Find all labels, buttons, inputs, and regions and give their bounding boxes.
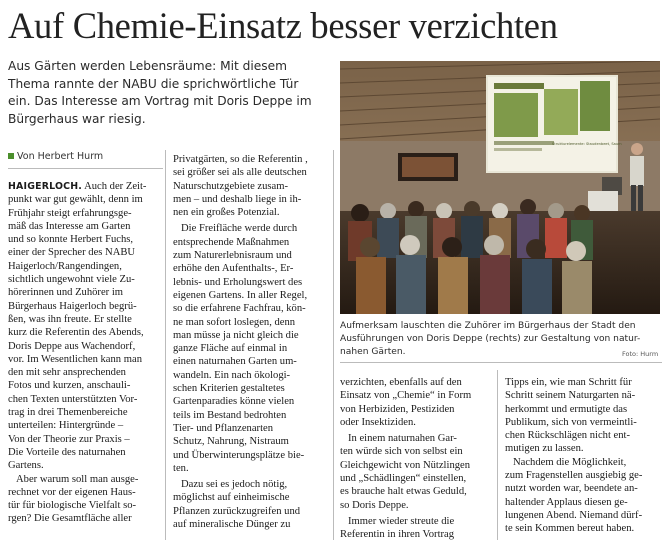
deck-line: Bürgerhaus war riesig.: [8, 111, 146, 126]
text-line: wandeln. Ein nach ökologi-: [173, 369, 291, 381]
text-line: mäß das Interesse am Garten: [8, 220, 131, 232]
deck-line: Aus Gärten werden Lebensräume: Mit diesem: [8, 59, 288, 73]
byline-divider: [8, 168, 163, 169]
text-line: und so konnte Herbert Fuchs,: [8, 234, 134, 246]
article-column-2: [173, 153, 331, 531]
article-column-1: [8, 180, 162, 526]
column-divider: [333, 150, 334, 540]
text-line: Referentin in ihren Vortrag: [340, 529, 455, 541]
text-line: haltender Applaus diesen ge-: [505, 496, 628, 508]
text-line: tür für biologische Vielfalt so-: [8, 500, 137, 512]
text-line: Nachdem die Möglichkeit,: [513, 456, 627, 468]
square-bullet-icon: [8, 153, 14, 159]
caption-line: nahen Gärten.: [340, 346, 406, 357]
text-line: Gleichgewicht von Nützlingen: [340, 459, 471, 471]
text-line: Frühjahr steigt erfahrungsge-: [8, 207, 132, 219]
text-line: Schutz, Nahrung, Nistraum: [173, 436, 289, 448]
text-line: Privatgärten, so die Referentin ,: [173, 154, 308, 165]
photo-credit: Foto: Hurm: [622, 350, 659, 358]
article-column-4: [505, 376, 662, 536]
text-line: Doris Deppe aus Wachendorf,: [8, 340, 136, 352]
text-line: so Doris Deppe.: [340, 499, 409, 511]
caption-divider: [340, 362, 662, 363]
text-line: auf mineralische Dünger zu: [173, 519, 291, 531]
text-line: rechnet vor der eigenen Haus-: [8, 486, 136, 498]
text-line: Auch der Zeit-: [82, 181, 147, 192]
text-line: lungenen Abend. Niemand dürf-: [505, 509, 643, 521]
text-line: Naturschutzgebiete zusam-: [173, 180, 289, 192]
text-line: Einsatz von „Chemie“ in Form: [340, 390, 472, 402]
text-line: Aber warum soll man ausge-: [16, 473, 139, 485]
text-line: erhöhe den Aufenthalts-, Er-: [173, 263, 294, 275]
text-line: lebnis- und Erholungswert des: [173, 276, 303, 288]
text-line: entsprechende Maßnahmen: [173, 236, 290, 248]
text-line: zum Fragenstellen ausgiebig ge-: [505, 470, 643, 482]
text-line: den mit sehr ansprechenden: [8, 367, 126, 379]
text-line: einer der Sprecher des NABU: [8, 247, 136, 259]
text-line: und „Schädlingen“ einstellen,: [340, 473, 467, 485]
deck-line: Thema rannte der NABU die sprichwörtliche Tür: [8, 76, 299, 91]
text-line: man müsse ja nicht gleich die: [173, 329, 299, 341]
text-line: ne man sofort loslegen, denn: [173, 316, 296, 328]
text-line: unterteilen: Hintergründe –: [8, 420, 124, 432]
text-line: es brauche halt etwas Geduld,: [340, 486, 467, 498]
text-line: Tier- und Pflanzenarten: [173, 422, 274, 434]
text-line: Die Freifläche werde durch: [181, 223, 298, 235]
text-line: rgen? Die Gesamtfläche aller: [8, 513, 132, 525]
text-line: Pflanzen zurückzugreifen und: [173, 505, 301, 517]
text-line: ten.: [173, 462, 189, 474]
text-line: punkt war gut gewählt, denn im: [8, 194, 143, 206]
text-line: sei größer sei als alle deutschen: [173, 167, 307, 179]
text-line: ten würde sich von selbst ein: [340, 446, 463, 458]
text-line: vor. Im Wesentlichen kann man: [8, 353, 142, 365]
dateline: HAIGERLOCH.: [8, 181, 83, 192]
text-line: von Herbiziden, Pestiziden: [340, 403, 455, 415]
deck-line: ein. Das Interesse am Vortrag mit Doris Deppe im: [8, 94, 312, 108]
column-divider: [165, 150, 166, 540]
text-line: Schritt seinem Naturgarten nä-: [505, 390, 636, 402]
byline: [8, 151, 103, 162]
text-line: trag in drei Themenbereiche: [8, 407, 128, 419]
headline: Auf Chemie-Einsatz besser verzichten: [8, 5, 558, 46]
text-line: Die Vorteile des naturnahen: [8, 446, 126, 458]
text-line: schen Kriterien gestaltetes: [173, 383, 285, 395]
text-line: men – und deshalb liege in ih-: [173, 193, 302, 205]
text-line: In einem naturnahen Gar-: [348, 433, 457, 445]
text-line: möglichst auf einheimische: [173, 492, 290, 504]
text-line: chen Texten unterstützten Vor-: [8, 393, 138, 405]
text-line: ganze Fläche auf einmal in: [173, 343, 288, 355]
byline-text: Von Herbert Hurm: [17, 151, 104, 162]
text-line: verzichten, ebenfalls auf den: [340, 377, 462, 388]
column-divider: [497, 370, 498, 540]
text-line: eigenen Gartens. In aller Regel,: [173, 289, 308, 301]
text-line: sichtlich ungewohnt viele Zu-: [8, 274, 135, 286]
text-line: oder Insektiziden.: [340, 416, 416, 428]
text-line: hörerinnen und Zuhörer im: [8, 287, 124, 299]
caption-line: Aufmerksam lauschten die Zuhörer im Bürgerhaus der Stadt den: [340, 321, 636, 331]
text-line: Tipps ein, wie man Schritt für: [505, 377, 632, 388]
event-photo: [340, 61, 660, 314]
text-line: nutzt worden war, beendete an-: [505, 483, 638, 495]
text-line: herkommt und ermutigte das: [505, 403, 628, 415]
text-line: kurz die Referentin des Abends,: [8, 327, 144, 339]
text-line: Gartenparadies könne vielen: [173, 396, 295, 408]
text-line: chen Rückschlägen nicht ent-: [505, 430, 631, 442]
article-column-3: [340, 376, 495, 542]
photo-caption: [340, 320, 662, 358]
text-line: Von der Theorie zur Praxis –: [8, 433, 130, 445]
text-line: mutigen zu lassen.: [505, 443, 584, 455]
caption-line: Ausführungen von Doris Deppe (rechts) zur Gestaltung von natur-: [340, 333, 641, 344]
text-line: Fotos und kurzen, anschauli-: [8, 380, 131, 392]
text-line: Haigerloch/Rangendingen,: [8, 260, 122, 272]
text-line: und Überwinterungsplätze bie-: [173, 449, 305, 461]
text-line: Immer wieder streute die: [348, 515, 455, 527]
audience-photo-illustration: [340, 61, 660, 314]
text-line: einen naturnahen Garten um-: [173, 356, 297, 368]
deck: [8, 58, 338, 128]
text-line: ßen, was ihn freute. Er stellte: [8, 313, 132, 325]
text-line: zum Naturerlebnisraum und: [173, 250, 292, 262]
text-line: teils im Bestand bedrohten: [173, 409, 287, 421]
text-line: te sein Kommen bereut haben.: [505, 523, 635, 535]
text-line: Publikum, sich von vermeintli-: [505, 416, 637, 428]
slide-title: Strukturelemente: Staudenbeet, Saum: [552, 142, 622, 146]
text-line: nen ein großes Potenzial.: [173, 207, 280, 219]
text-line: so die erfahrene Fachfrau, kön-: [173, 303, 306, 315]
text-line: Gartens.: [8, 460, 44, 472]
text-line: Bürgerhaus Haigerloch begrü-: [8, 300, 137, 312]
text-line: Dazu sei es jedoch nötig,: [181, 479, 288, 491]
